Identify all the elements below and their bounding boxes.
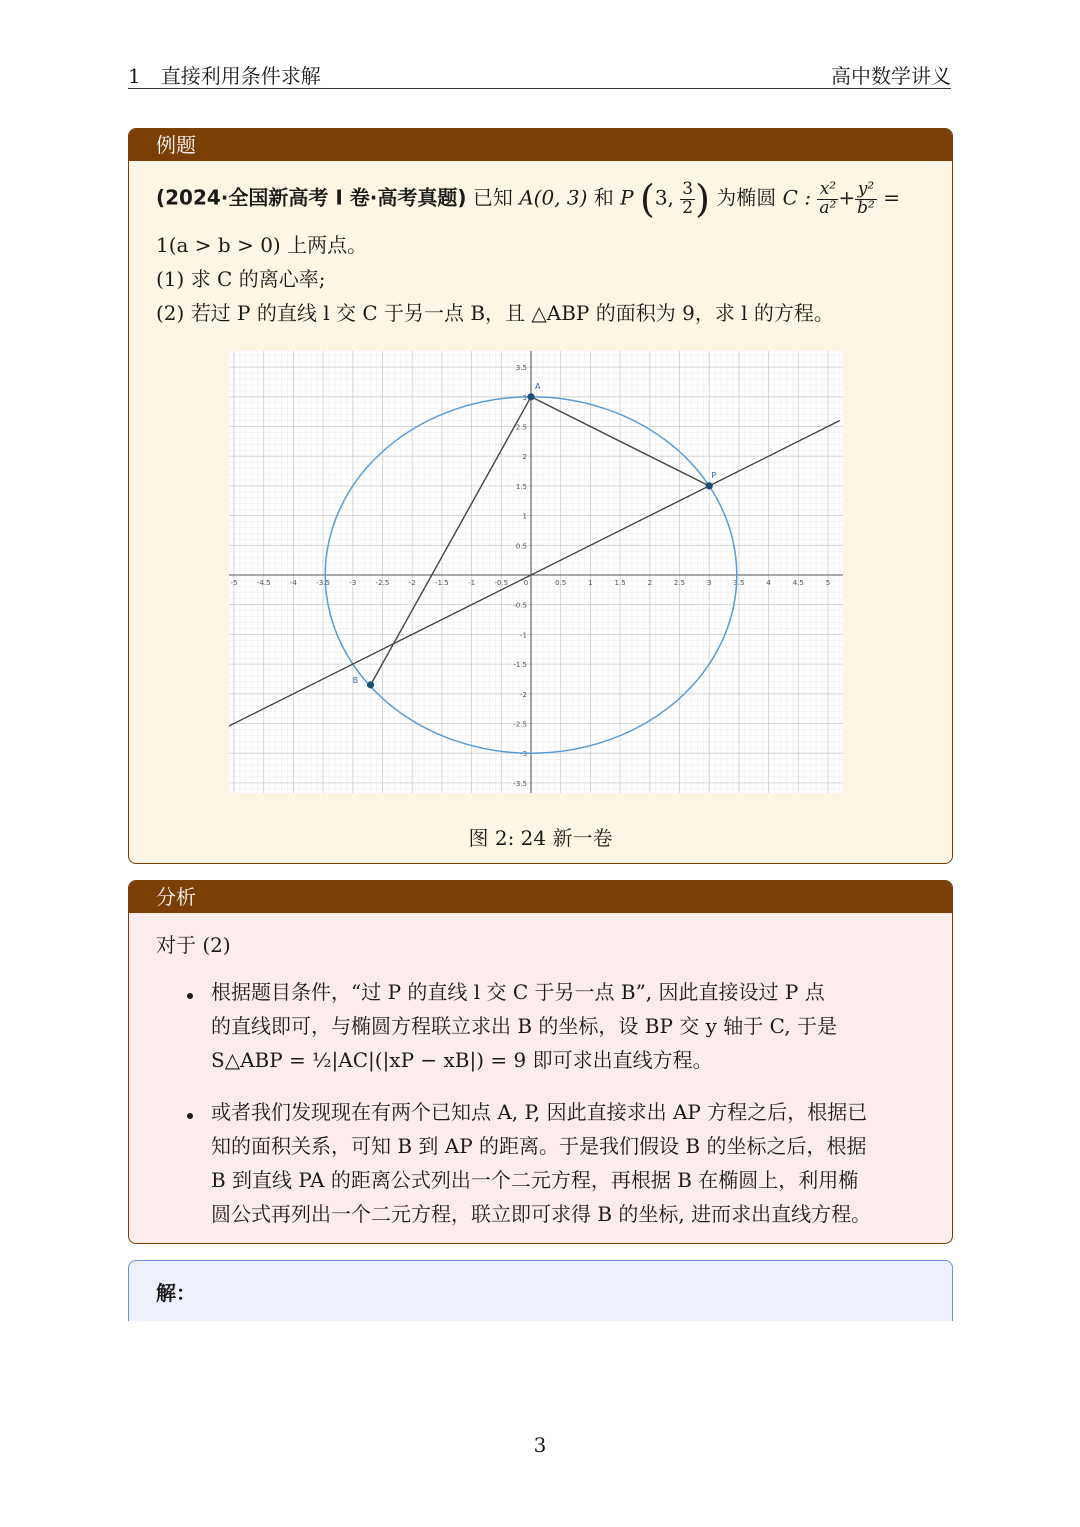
x-tick-label: -1: [468, 579, 476, 587]
bullet-dot: [187, 1113, 193, 1119]
y-tick-label: -2: [520, 690, 527, 699]
frac-den: a²: [819, 197, 837, 218]
question-1: (1) 求 C 的离心率;: [156, 267, 326, 291]
section-title: 直接利用条件求解: [160, 64, 321, 88]
point-p: [706, 482, 713, 489]
analysis-box: [128, 880, 953, 1244]
point-b: [367, 681, 374, 688]
frac-num: y²: [855, 181, 877, 200]
y-tick-label: 3.5: [515, 364, 527, 373]
point-label-b: B: [352, 675, 359, 685]
x-tick-label: -4: [289, 579, 297, 587]
y-tick-label: 0.5: [515, 542, 527, 551]
frac-num: 3: [682, 178, 694, 199]
bullet-2: [211, 1095, 871, 1231]
equals-sign: =: [883, 185, 900, 210]
paren-open: (: [640, 177, 655, 221]
point-p-y-frac: [680, 178, 695, 218]
x-tick-label: 0.5: [555, 579, 567, 587]
y-tick-label: -2.5: [513, 720, 527, 729]
bullet-2-line: 或者我们发现现在有两个已知点 A, P, 因此直接求出 AP 方程之后，根据已: [211, 1100, 868, 1124]
ellipse-x-frac: [817, 178, 838, 218]
point-label-p: P: [711, 470, 717, 480]
y-tick-label: 3: [522, 393, 527, 402]
bullet-2-line: 圆公式再列出一个二元方程，联立即可求得 B 的坐标, 进而求出直线方程。: [211, 1202, 872, 1226]
x-tick-label: -5: [230, 579, 238, 587]
x-tick-label: 2: [647, 579, 653, 587]
example-box: [128, 128, 953, 864]
problem-line-2: 1(a > b > 0) 上两点。: [156, 233, 368, 257]
bullet-1: [211, 975, 837, 1077]
analysis-title: 分析: [129, 881, 952, 913]
solution-box: [128, 1260, 953, 1321]
y-tick-label: -3: [520, 750, 527, 759]
figure-caption: 图 2: 24 新一卷: [468, 826, 613, 850]
y-tick-label: 2.5: [515, 423, 527, 432]
x-tick-label: -4.5: [256, 579, 271, 587]
y-tick-label: 2: [522, 453, 527, 462]
x-tick-label: 5: [825, 579, 831, 587]
frac-den: 2: [682, 197, 694, 218]
bullet-1-line: 根据题目条件，“过 P 的直线 l 交 C 于另一点 B”, 因此直接设过 P 点: [211, 980, 825, 1004]
x-tick-label: 2.5: [673, 579, 686, 587]
example-title: 例题: [129, 129, 952, 161]
ellipse-label: C :: [782, 185, 812, 210]
solution-title: 解：: [156, 1281, 196, 1305]
x-tick-label: 4: [766, 579, 771, 587]
paren-close: ): [695, 177, 710, 221]
x-tick-label: 4.5: [792, 579, 804, 587]
ellipse-chart: [229, 351, 843, 793]
y-tick-label: -3.5: [513, 779, 527, 788]
y-tick-label: 1.5: [515, 482, 527, 491]
y-tick-label: -1: [520, 631, 527, 640]
ellipse-y-frac: [855, 178, 877, 218]
y-tick-label: -0.5: [513, 601, 527, 610]
bullet-2-line: B 到直线 PA 的距离公式列出一个二元方程，再根据 B 在椭圆上，利用椭: [211, 1168, 859, 1192]
text-weituoyuan: 为椭圆: [716, 185, 777, 210]
x-tick-label: -3: [349, 579, 357, 587]
point-p-label: P: [620, 185, 634, 210]
y-tick-label: -1.5: [513, 661, 527, 670]
x-tick-label: 3.5: [733, 579, 745, 587]
bullet-2-line: 知的面积关系，可知 B 到 AP 的距离。于是我们假设 B 的坐标之后，根据: [211, 1134, 867, 1158]
book-title: 高中数学讲义: [831, 64, 951, 88]
section-number: 1: [128, 64, 141, 88]
x-tick-label: 0: [523, 579, 529, 587]
text-yizhi: 已知: [472, 185, 513, 210]
problem-line-1: [156, 177, 900, 221]
question-2: (2) 若过 P 的直线 l 交 C 于另一点 B，且 △ABP 的面积为 9，求 l 的方程。: [156, 301, 834, 325]
page-header: [128, 56, 951, 89]
x-tick-label: -0.5: [494, 579, 509, 587]
section-heading: [128, 60, 321, 89]
problem-source: (2024·全国新高考 I 卷·高考真题): [156, 185, 467, 210]
bullet-1-line: S△ABP = ½|AC|(|xP − xB|) = 9 即可求出直线方程。: [211, 1048, 713, 1072]
point-p-x: 3,: [654, 185, 674, 210]
x-tick-label: 1: [588, 579, 593, 587]
analysis-intro: 对于 (2): [156, 933, 231, 957]
frac-num: x²: [817, 181, 838, 200]
y-tick-label: 1: [522, 512, 527, 521]
x-tick-label: 3: [706, 579, 712, 587]
x-tick-label: -1.5: [435, 579, 449, 587]
x-tick-label: -3.5: [316, 579, 330, 587]
bullet-dot: [187, 993, 193, 999]
bullet-1-line: 的直线即可，与椭圆方程联立求出 B 的坐标，设 BP 交 y 轴于 C, 于是: [211, 1014, 837, 1038]
text-he: 和: [593, 185, 614, 210]
plus-sign: +: [838, 185, 856, 210]
frac-den: b²: [857, 197, 875, 218]
page-number: 3: [533, 1433, 547, 1457]
x-tick-label: -2.5: [375, 579, 390, 587]
point-a: [527, 393, 534, 400]
point-label-a: A: [535, 381, 541, 391]
point-a: A(0, 3): [519, 185, 588, 210]
x-tick-label: 1.5: [614, 579, 626, 587]
x-tick-label: -2: [408, 579, 416, 587]
